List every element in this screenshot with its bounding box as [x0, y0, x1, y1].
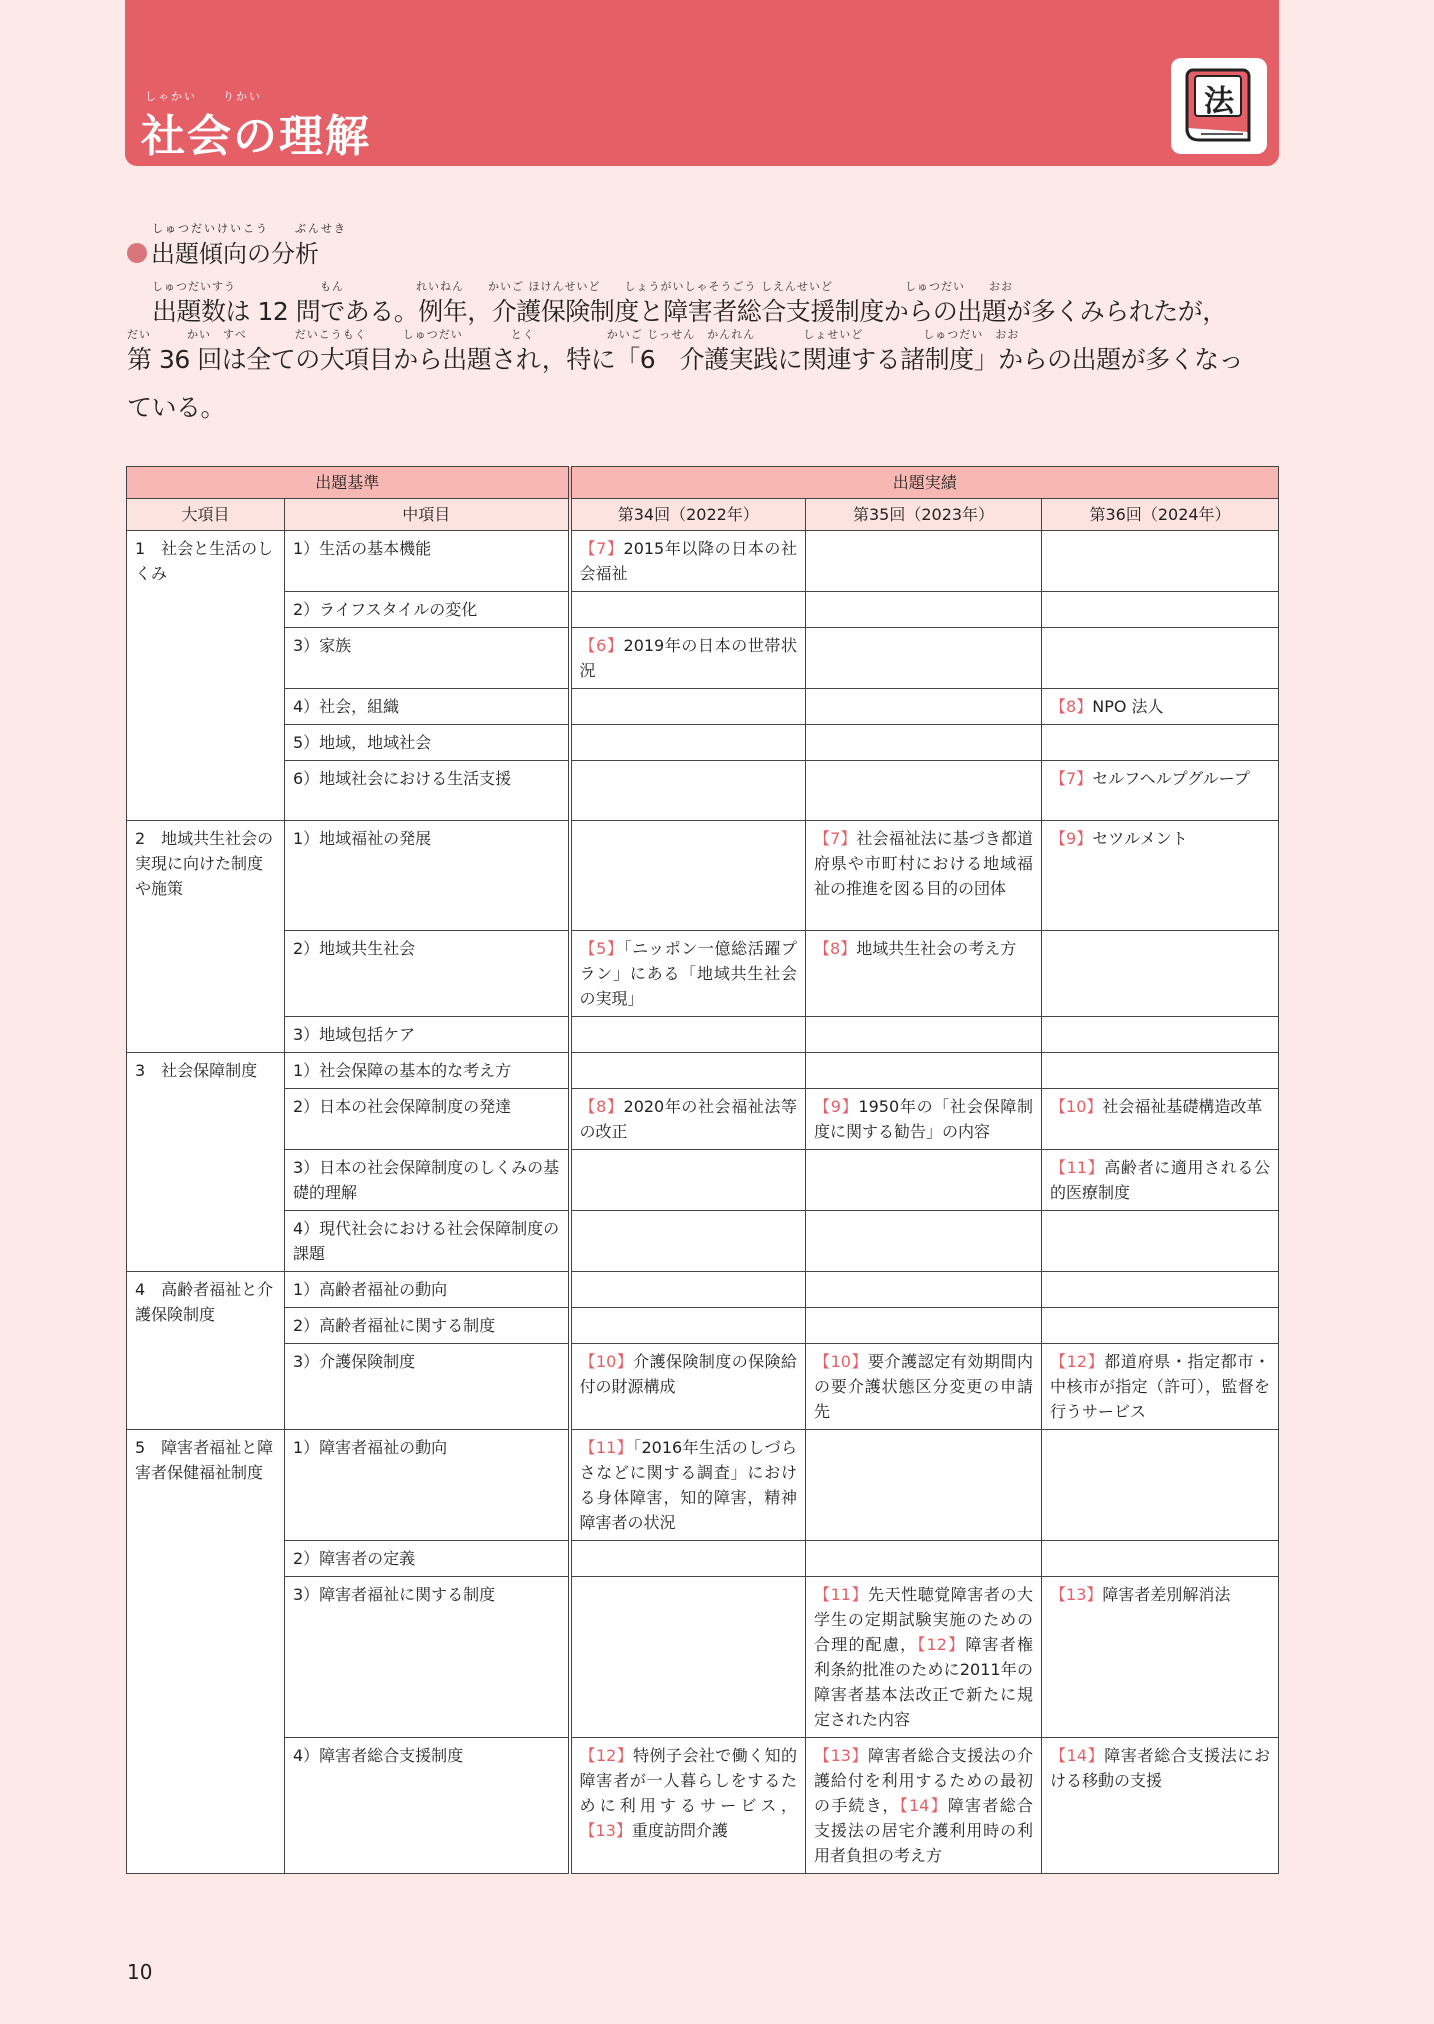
bracket-open: 【 [1050, 1746, 1067, 1765]
bracket-open: 【 [579, 1821, 596, 1840]
result-cell-36 [1042, 1541, 1279, 1577]
bracket-open: 【 [814, 1746, 831, 1765]
result-cell-35 [806, 1541, 1042, 1577]
major-item-cell: 4 高齢者福祉と介護保険制度 [127, 1272, 285, 1430]
intro-ruby-line1: しゅつだいすう もん れいねん かいご ほけんせいど しょうがいしゃそうごう しえんせいど しゅつだい おお [152, 280, 1013, 293]
bracket-close: 】 [615, 1821, 632, 1840]
intro-line2: 第 36 回は全ての大項目から出題され，特に「6 介護実践に関連する諸制度」からの出題が多くなっ [127, 345, 1244, 374]
question-number: 12 [926, 1635, 947, 1654]
result-cell-34 [570, 531, 806, 592]
question-number: 8 [830, 939, 841, 958]
mid-item-cell: 2）障害者の定義 [285, 1541, 570, 1577]
group-header-results: 出題実績 [570, 467, 1279, 499]
bracket-close: 】 [850, 1352, 869, 1371]
question-topic: 障害者差別解消法 [1102, 1585, 1231, 1604]
mid-item-cell: 4）社会，組織 [285, 689, 570, 725]
question-number: 7 [596, 539, 607, 558]
table-row [127, 725, 1279, 761]
table-row [127, 1738, 1279, 1874]
bullet-icon [127, 243, 147, 263]
bracket-open: 【 [579, 539, 597, 558]
table-row [127, 821, 1279, 931]
bracket-close: 】 [1087, 1158, 1105, 1177]
result-cell-35 [806, 1017, 1042, 1053]
table-row [127, 1430, 1279, 1541]
bracket-open: 【 [1050, 1585, 1067, 1604]
result-cell-35 [806, 1211, 1042, 1272]
bracket-close: 】 [616, 1438, 634, 1457]
bracket-open: 【 [1050, 697, 1067, 716]
result-cell-34 [570, 1430, 806, 1541]
result-cell-36 [1042, 1577, 1279, 1738]
result-cell-36 [1042, 931, 1279, 1017]
result-cell-35 [806, 592, 1042, 628]
result-cell-34 [570, 1541, 806, 1577]
question-number: 10 [1066, 1097, 1087, 1116]
result-cell-35 [806, 531, 1042, 592]
question-number: 8 [1066, 697, 1077, 716]
col-header-major: 大項目 [127, 499, 285, 531]
result-cell-34 [570, 1211, 806, 1272]
table-row [127, 1272, 1279, 1308]
result-cell-34 [570, 592, 806, 628]
col-header-34: 第34回（2022年） [570, 499, 806, 531]
result-cell-36 [1042, 1089, 1279, 1150]
bracket-open: 【 [1050, 829, 1067, 848]
result-cell-36 [1042, 1211, 1279, 1272]
table-row [127, 689, 1279, 725]
bracket-open: 【 [579, 1352, 596, 1371]
law-book-icon [1171, 58, 1267, 154]
result-cell-34 [570, 1089, 806, 1150]
result-cell-34 [570, 1577, 806, 1738]
question-topic: 「2016年生活のしづらさなどに関する調査」における身体障害，知的障害，精神障害者の状況 [579, 1438, 798, 1532]
question-number: 9 [1066, 829, 1077, 848]
mid-item-cell: 3）家族 [285, 628, 570, 689]
header-banner [125, 0, 1279, 166]
question-number: 10 [830, 1352, 851, 1371]
bracket-close: 】 [606, 539, 624, 558]
mid-item-cell: 1）社会保障の基本的な考え方 [285, 1053, 570, 1089]
result-cell-34 [570, 725, 806, 761]
result-cell-35 [806, 1089, 1042, 1150]
mid-item-cell: 1）地域福祉の発展 [285, 821, 570, 931]
question-topic: 重度訪問介護 [631, 1821, 728, 1840]
bracket-open: 【 [579, 636, 597, 655]
table-row [127, 1089, 1279, 1150]
question-number: 11 [595, 1438, 617, 1457]
mid-item-cell: 2）ライフスタイルの変化 [285, 592, 570, 628]
question-topic: セルフヘルプグループ [1092, 769, 1250, 788]
mid-item-cell: 4）現代社会における社会保障制度の課題 [285, 1211, 570, 1272]
bracket-close: 】 [1076, 829, 1093, 848]
table-row [127, 592, 1279, 628]
col-header-36: 第36回（2024年） [1042, 499, 1279, 531]
bracket-close: 】 [850, 1746, 869, 1765]
question-topic: 特例子会社で働く知的障害者が一人暮らしをするために利用するサービス， [579, 1746, 798, 1815]
bracket-open: 【 [1050, 769, 1067, 788]
bracket-open: 【 [814, 829, 831, 848]
question-number: 14 [1066, 1746, 1088, 1765]
bracket-close: 】 [606, 636, 624, 655]
question-topic: セツルメント [1092, 829, 1188, 848]
table-row [127, 1150, 1279, 1211]
result-cell-35 [806, 1150, 1042, 1211]
bracket-close: 】 [616, 1352, 634, 1371]
result-cell-34 [570, 1344, 806, 1430]
bracket-open: 【 [814, 1097, 831, 1116]
question-number: 14 [909, 1796, 930, 1815]
result-cell-34 [570, 761, 806, 821]
table-row [127, 628, 1279, 689]
question-topic: 1950年の「社会保障制度に関する勧告」の内容 [814, 1097, 1033, 1141]
mid-item-cell: 4）障害者総合支援制度 [285, 1738, 570, 1874]
result-cell-35 [806, 725, 1042, 761]
bracket-close: 】 [606, 1097, 624, 1116]
mid-item-cell: 1）生活の基本機能 [285, 531, 570, 592]
bracket-open: 【 [579, 1746, 596, 1765]
bracket-close: 】 [946, 1635, 966, 1654]
bracket-close: 】 [840, 1097, 859, 1116]
question-topic: 要介護認定有効期間内の要介護状態区分変更の申請先 [814, 1352, 1034, 1421]
col-header-35: 第35回（2023年） [806, 499, 1042, 531]
mid-item-cell: 1）障害者福祉の動向 [285, 1430, 570, 1541]
section-heading-ruby: しゅつだいけいこう ぶんせき [152, 222, 347, 235]
result-cell-34 [570, 931, 806, 1017]
mid-item-cell: 6）地域社会における生活支援 [285, 761, 570, 821]
table-row [127, 1017, 1279, 1053]
major-item-cell: 1 社会と生活のしくみ [127, 531, 285, 821]
table-row [127, 1541, 1279, 1577]
bracket-close: 】 [1076, 769, 1093, 788]
bracket-open: 【 [1050, 1097, 1067, 1116]
bracket-close: 】 [840, 829, 857, 848]
result-cell-34 [570, 821, 806, 931]
result-cell-35 [806, 1308, 1042, 1344]
result-cell-34 [570, 1308, 806, 1344]
question-topic: 「ニッポン一億総活躍プラン」にある「地域共生社会の実現」 [579, 939, 798, 1008]
question-topic: 地域共生社会の考え方 [856, 939, 1017, 958]
question-number: 8 [596, 1097, 607, 1116]
major-item-cell: 2 地域共生社会の実現に向けた制度や施策 [127, 821, 285, 1053]
result-cell-35 [806, 689, 1042, 725]
result-cell-36 [1042, 628, 1279, 689]
question-topic: 社会福祉基礎構造改革 [1102, 1097, 1263, 1116]
question-number: 6 [596, 636, 607, 655]
bracket-close: 】 [1086, 1097, 1103, 1116]
page-number: 10 [127, 1960, 153, 1984]
result-cell-36 [1042, 1308, 1279, 1344]
result-cell-35 [806, 1738, 1042, 1874]
table-row [127, 931, 1279, 1017]
question-number: 13 [595, 1821, 616, 1840]
bracket-close: 】 [1076, 697, 1093, 716]
result-cell-36 [1042, 761, 1279, 821]
bracket-open: 【 [814, 939, 831, 958]
bracket-close: 】 [1086, 1585, 1103, 1604]
major-item-cell: 3 社会保障制度 [127, 1053, 285, 1272]
bracket-close: 】 [1087, 1352, 1105, 1371]
mid-item-cell: 2）高齢者福祉に関する制度 [285, 1308, 570, 1344]
question-topic: 2015年以降の日本の社会福祉 [579, 539, 797, 583]
question-topic: 障害者権利条約批准のために2011年の障害者基本法改正で新たに規定された内容 [814, 1635, 1034, 1729]
result-cell-34 [570, 1053, 806, 1089]
mid-item-cell: 2）日本の社会保障制度の発達 [285, 1089, 570, 1150]
table-row [127, 531, 1279, 592]
bracket-open: 【 [814, 1585, 831, 1604]
table-group-header-row [127, 467, 1279, 499]
result-cell-34 [570, 1017, 806, 1053]
bracket-open: 【 [899, 1796, 909, 1815]
bracket-close: 】 [850, 1585, 869, 1604]
question-number: 10 [595, 1352, 617, 1371]
result-cell-35 [806, 761, 1042, 821]
mid-item-cell: 5）地域，地域社会 [285, 725, 570, 761]
bracket-close: 】 [929, 1796, 948, 1815]
table-row [127, 1053, 1279, 1089]
result-cell-35 [806, 1344, 1042, 1430]
question-topic: 2019年の日本の世帯状況 [579, 636, 797, 680]
bracket-close: 】 [606, 939, 624, 958]
result-cell-35 [806, 1577, 1042, 1738]
result-cell-34 [570, 1272, 806, 1308]
law-char: 法 [1204, 84, 1234, 119]
bracket-open: 【 [917, 1635, 927, 1654]
bracket-open: 【 [1050, 1158, 1067, 1177]
section-heading-text: 出題傾向の分析 [151, 240, 319, 268]
question-number: 9 [830, 1097, 841, 1116]
question-number: 13 [1066, 1585, 1087, 1604]
mid-item-cell: 3）日本の社会保障制度のしくみの基礎的理解 [285, 1150, 570, 1211]
result-cell-36 [1042, 531, 1279, 592]
intro-line3: ている。 [127, 393, 226, 422]
mid-item-cell: 1）高齢者福祉の動向 [285, 1272, 570, 1308]
question-topic: 高齢者に適用される公的医療制度 [1050, 1158, 1271, 1202]
question-number: 7 [830, 829, 841, 848]
question-topic: 障害者総合支援法における移動の支援 [1050, 1746, 1271, 1790]
result-cell-35 [806, 1430, 1042, 1541]
question-number: 5 [596, 939, 607, 958]
result-cell-36 [1042, 1017, 1279, 1053]
result-cell-36 [1042, 1738, 1279, 1874]
result-cell-34 [570, 1150, 806, 1211]
result-cell-35 [806, 931, 1042, 1017]
result-cell-34 [570, 1738, 806, 1874]
result-cell-35 [806, 821, 1042, 931]
result-cell-36 [1042, 1053, 1279, 1089]
question-number: 11 [830, 1585, 851, 1604]
col-header-mid: 中項目 [285, 499, 570, 531]
result-cell-36 [1042, 1344, 1279, 1430]
intro-paragraph [127, 288, 1277, 432]
question-number: 12 [1066, 1352, 1088, 1371]
result-cell-36 [1042, 592, 1279, 628]
mid-item-cell: 3）地域包括ケア [285, 1017, 570, 1053]
bracket-close: 】 [840, 939, 857, 958]
title-ruby: しゃかい りかい [145, 90, 262, 103]
bracket-close: 】 [1087, 1746, 1105, 1765]
result-cell-34 [570, 628, 806, 689]
question-topic: 2020年の社会福祉法等の改正 [579, 1097, 797, 1141]
question-topic: 障害者総合支援法の介護給付を利用するための最初の手続き， [814, 1746, 1034, 1815]
result-cell-35 [806, 628, 1042, 689]
question-topic: 障害者総合支援法の居宅介護利用時の利用者負担の考え方 [814, 1796, 1034, 1865]
result-cell-36 [1042, 689, 1279, 725]
result-cell-35 [806, 1053, 1042, 1089]
result-cell-36 [1042, 1272, 1279, 1308]
bracket-close: 】 [616, 1746, 634, 1765]
bracket-open: 【 [579, 1438, 596, 1457]
question-number: 12 [595, 1746, 617, 1765]
exam-trend-table [126, 466, 1279, 1874]
result-cell-36 [1042, 821, 1279, 931]
question-number: 7 [1066, 769, 1077, 788]
table-row [127, 1211, 1279, 1272]
mid-item-cell: 3）障害者福祉に関する制度 [285, 1577, 570, 1738]
table-body [127, 531, 1279, 1874]
page-title: 社会の理解 [141, 111, 371, 162]
table-row [127, 1344, 1279, 1430]
bracket-open: 【 [814, 1352, 831, 1371]
question-number: 13 [830, 1746, 851, 1765]
question-topic: 先天性聴覚障害者の大学生の定期試験実施のための合理的配慮， [814, 1585, 1034, 1654]
question-topic: 介護保険制度の保険給付の財源構成 [579, 1352, 797, 1396]
question-topic: 都道府県・指定都市・中核市が指定（許可），監督を行うサービス [1050, 1352, 1271, 1421]
result-cell-35 [806, 1272, 1042, 1308]
table-row [127, 761, 1279, 821]
bracket-open: 【 [1050, 1352, 1067, 1371]
result-cell-36 [1042, 1150, 1279, 1211]
bracket-open: 【 [579, 1097, 597, 1116]
group-header-criteria: 出題基準 [127, 467, 570, 499]
result-cell-36 [1042, 725, 1279, 761]
result-cell-34 [570, 689, 806, 725]
result-cell-36 [1042, 1430, 1279, 1541]
question-number: 11 [1066, 1158, 1088, 1177]
table-row [127, 1577, 1279, 1738]
table-column-header-row [127, 499, 1279, 531]
intro-ruby-line2: だい かい すべ だいこうもく しゅつだい とく かいご じっせん かんれん しょせいど しゅつだい おお [127, 328, 1020, 341]
bracket-open: 【 [579, 939, 597, 958]
mid-item-cell: 2）地域共生社会 [285, 931, 570, 1017]
table-row [127, 1308, 1279, 1344]
question-topic: 社会福祉法に基づき都道府県や市町村における地域福祉の推進を図る目的の団体 [814, 829, 1034, 898]
intro-line1: 出題数は 12 問である。例年，介護保険制度と障害者総合支援制度からの出題が多くみられたが， [152, 297, 1227, 326]
mid-item-cell: 3）介護保険制度 [285, 1344, 570, 1430]
major-item-cell: 5 障害者福祉と障害者保健福祉制度 [127, 1430, 285, 1874]
section-heading [127, 234, 319, 269]
question-topic: NPO 法人 [1092, 697, 1164, 716]
